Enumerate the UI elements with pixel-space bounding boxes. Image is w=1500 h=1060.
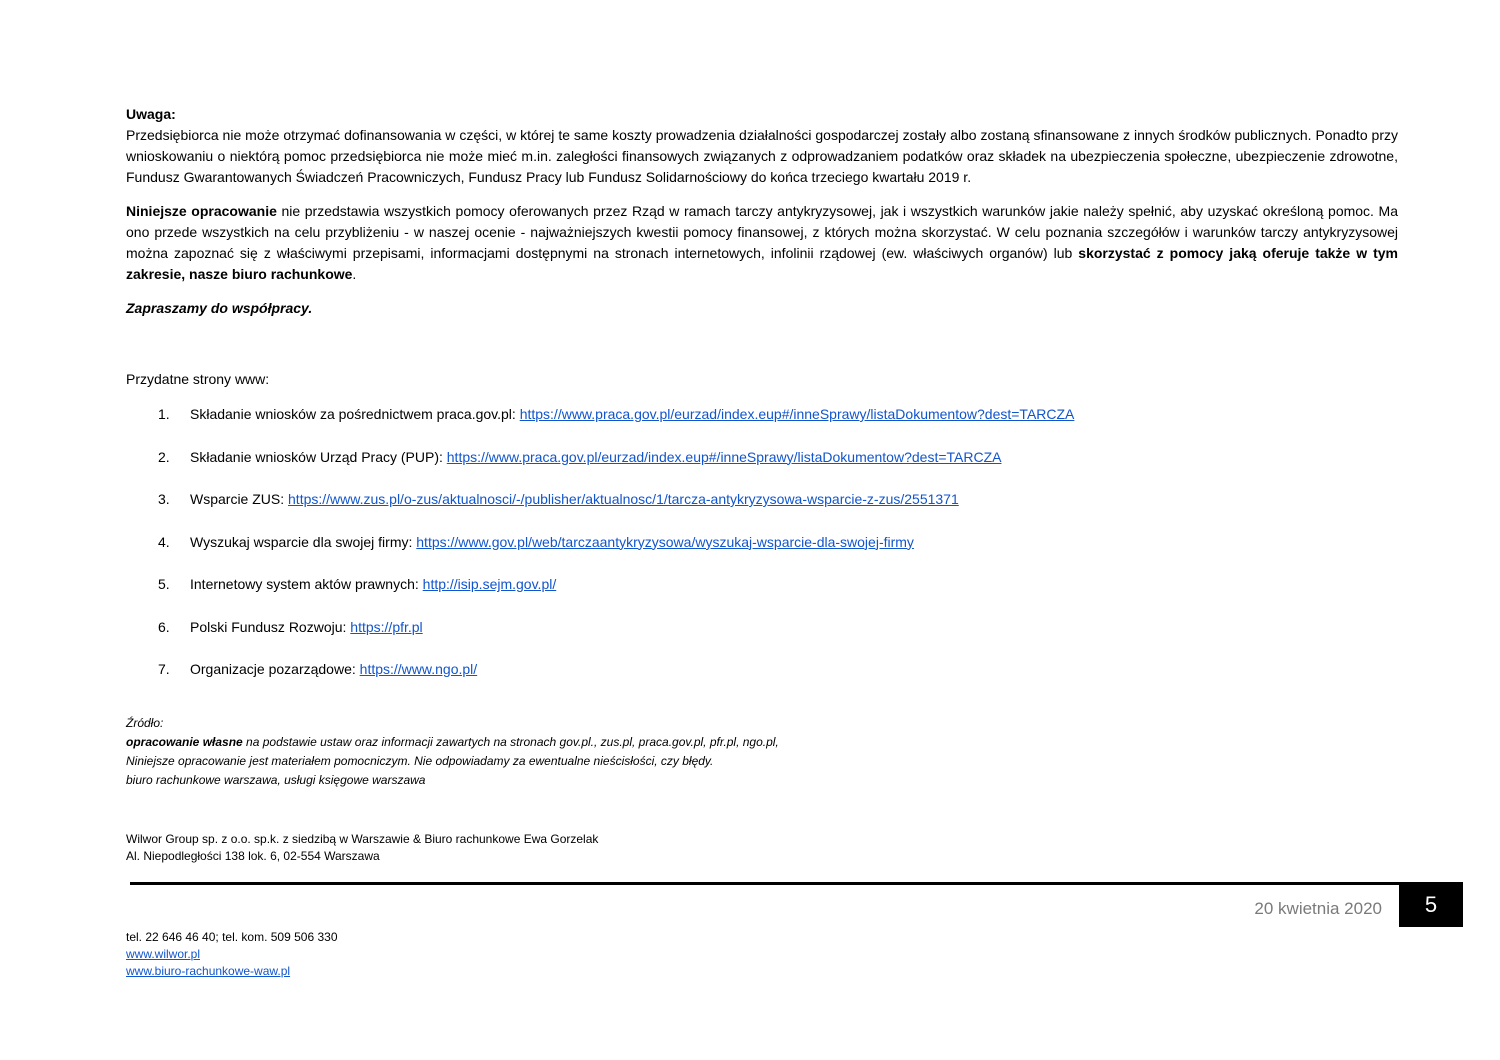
note-text: Przedsiębiorca nie może otrzymać dofinansowania w części, w której te same koszty prowadzenia działalności gospodarczej zostały albo zostaną sfinansowane z innych środków publicznych. Ponadto przy wnioskowaniu o niektórą pomoc przedsiębiorca nie może mieć m.in. zaległości finansowych związanych z odprowadzaniem podatków oraz składek na ubezpieczenia społeczne, ubezpieczenie zdrowotne, Fundusz Gwarantowanych Świadczeń Pracowniczych, Fundusz Pracy lub Fundusz Solidarnościowy do końca trzeciego kwartału 2019 r. bbox=[126, 127, 1398, 185]
item-number: 5. bbox=[158, 576, 170, 592]
link-url[interactable]: https://www.ngo.pl/ bbox=[359, 661, 478, 677]
note-block bbox=[126, 104, 1398, 188]
link-url[interactable]: https://www.zus.pl/o-zus/aktualnosci/-/publisher/aktualnosc/1/tarcza-antykryzysowa-wsparcie-z-zus/2551371 bbox=[288, 491, 959, 507]
website-link-wilwor[interactable]: www.wilwor.pl bbox=[126, 947, 201, 961]
disclaimer-end: . bbox=[352, 266, 357, 282]
link-url[interactable]: https://pfr.pl bbox=[350, 618, 423, 635]
disclaimer-text: nie przedstawia wszystkich pomocy oferowanych przez Rząd w ramach tarczy antykryzysowej, jak i wszystkich warunków jakie należy spełnić, aby uzyskać określoną pomoc. Ma ono przede wszystkich na celu przybliżeniu - w naszej ocenie - najważniejszych kwestii pomocy finansowej, z których można skorzystać. W celu poznania szczegółów i warunków tarczy antykryzysowej można zapoznać się z właściwymi przepisami, informacjami dostępnymi na stronach internetowych, infolinii rządowej (ew. właściwych organów) lub bbox=[126, 203, 1398, 261]
list-item bbox=[126, 447, 1074, 490]
list-item bbox=[126, 574, 1074, 617]
item-number: 2. bbox=[158, 448, 170, 465]
link-label: Organizacje pozarządowe: bbox=[190, 661, 360, 677]
list-item bbox=[126, 617, 1074, 660]
footer-date: 20 kwietnia 2020 bbox=[1254, 899, 1382, 918]
list-item bbox=[126, 659, 1074, 702]
link-label: Wyszukaj wsparcie dla swojej firmy: bbox=[190, 533, 417, 550]
note-heading: Uwaga: bbox=[126, 106, 176, 122]
item-number: 7. bbox=[158, 661, 170, 677]
source-bold: opracowanie własne bbox=[126, 735, 243, 749]
website-link-biuro[interactable]: www.biuro-rachunkowe-waw.pl bbox=[126, 964, 291, 978]
disclaimer-paragraph bbox=[126, 201, 1398, 285]
item-number: 3. bbox=[158, 491, 170, 507]
source-heading: Źródło: bbox=[126, 716, 164, 730]
footer-divider bbox=[130, 882, 1400, 885]
page-number: 5 bbox=[1399, 882, 1463, 927]
link-label: Polski Fundusz Rozwoju: bbox=[190, 618, 351, 635]
footer-address-block bbox=[126, 831, 598, 865]
link-url[interactable]: http://isip.sejm.gov.pl/ bbox=[422, 576, 557, 592]
source-line2: Niniejsze opracowanie jest materiałem pomocniczym. Nie odpowiadamy za ewentualne nieścisłości, czy błędy. bbox=[126, 754, 714, 768]
footer-contact bbox=[126, 929, 338, 980]
source-note bbox=[126, 714, 779, 790]
link-label: Wsparcie ZUS: bbox=[190, 491, 289, 507]
source-line1: na podstawie ustaw oraz informacji zawartych na stronach gov.pl., zus.pl, praca.gov.pl, pfr.pl, ngo.pl, bbox=[242, 735, 779, 749]
useful-links-list bbox=[126, 404, 1074, 702]
links-intro: Przydatne strony www: bbox=[126, 371, 270, 387]
link-url[interactable]: https://www.gov.pl/web/tarczaantykryzysowa/wyszukaj-wsparcie-dla-swojej-firmy bbox=[416, 533, 914, 550]
disclaimer-bold-tail: skorzystać z pomocy jaką oferuje także w tym zakresie, nasze biuro rachunkowe bbox=[126, 245, 1398, 282]
link-label: Składanie wniosków Urząd Pracy (PUP): bbox=[190, 448, 447, 465]
disclaimer-lead: Niniejsze opracowanie bbox=[126, 203, 277, 219]
item-number: 6. bbox=[158, 618, 170, 635]
list-item bbox=[126, 532, 1074, 575]
company-name: Wilwor Group sp. z o.o. sp.k. z siedzibą w Warszawie & Biuro rachunkowe Ewa Gorzelak bbox=[126, 832, 599, 846]
invite-text: Zapraszamy do współpracy. bbox=[126, 300, 313, 316]
source-line3: biuro rachunkowe warszawa, usługi księgowe warszawa bbox=[126, 773, 426, 787]
list-item bbox=[126, 404, 1074, 447]
phone-text: tel. 22 646 46 40; tel. kom. 509 506 330 bbox=[126, 930, 338, 944]
list-item bbox=[126, 489, 1074, 532]
link-label: Internetowy system aktów prawnych: bbox=[190, 576, 423, 592]
link-label: Składanie wniosków za pośrednictwem praca.gov.pl: bbox=[190, 406, 520, 422]
link-url[interactable]: https://www.praca.gov.pl/eurzad/index.eup#/inneSprawy/listaDokumentow?dest=TARCZA bbox=[446, 448, 1002, 465]
item-number: 1. bbox=[158, 406, 170, 422]
link-url[interactable]: https://www.praca.gov.pl/eurzad/index.eup#/inneSprawy/listaDokumentow?dest=TARCZA bbox=[519, 406, 1075, 422]
item-number: 4. bbox=[158, 533, 170, 550]
company-address: Al. Niepodległości 138 lok. 6, 02-554 Warszawa bbox=[126, 849, 380, 863]
